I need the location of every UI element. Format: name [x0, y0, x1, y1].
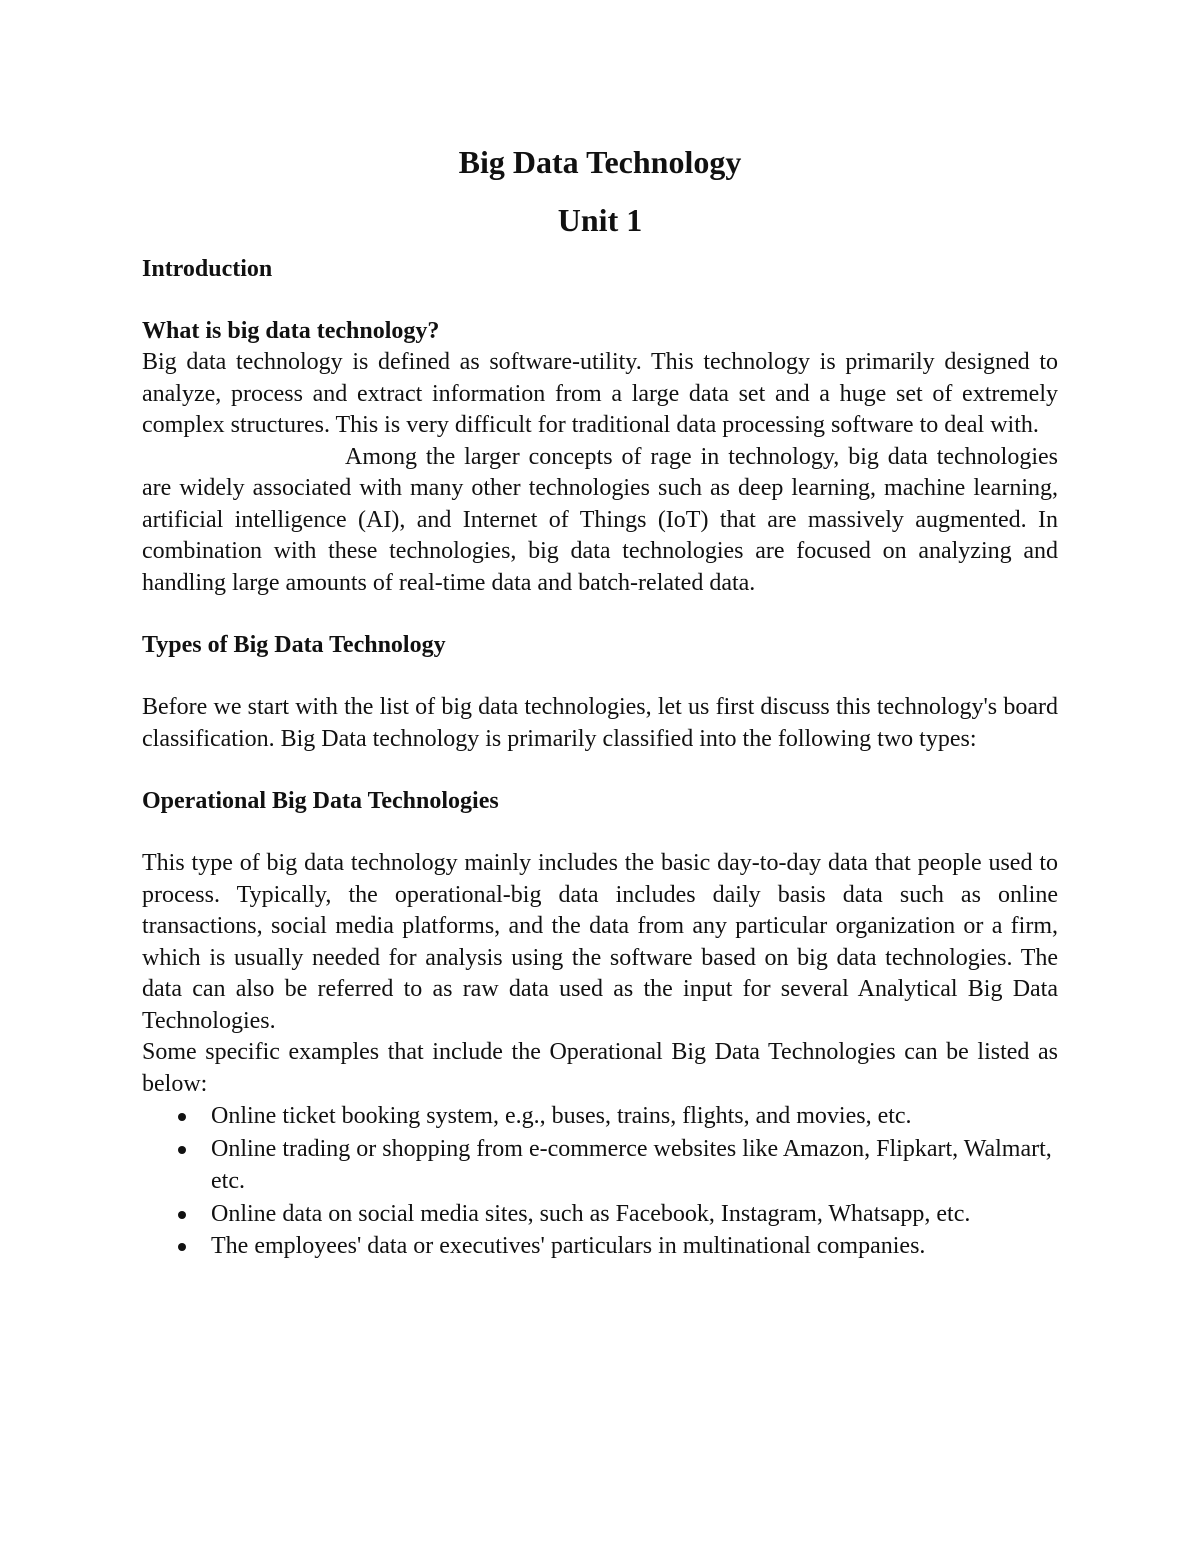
- list-item-text: The employees' data or executives' particulars in multinational companies.: [211, 1233, 926, 1259]
- operational-paragraph-2: Some specific examples that include the Operational Big Data Technologies can be listed as below:: [142, 1039, 1058, 1097]
- document-title: Big Data Technology: [458, 144, 742, 180]
- bullet-icon: [178, 1146, 186, 1154]
- types-heading: Types of Big Data Technology: [142, 632, 446, 658]
- list-item: [142, 1100, 1058, 1133]
- operational-heading: Operational Big Data Technologies: [142, 788, 499, 814]
- types-paragraph: Before we start with the list of big data technologies, let us first discuss this technology's board classification. Big Data technology is primarily classified into the following two types:: [142, 694, 1058, 752]
- document-content: [142, 140, 1058, 1263]
- list-item-text: Online ticket booking system, e.g., buses, trains, flights, and movies, etc.: [211, 1103, 912, 1129]
- unit-heading: Unit 1: [557, 202, 643, 238]
- list-item-text: Online data on social media sites, such as Facebook, Instagram, Whatsapp, etc.: [211, 1200, 971, 1227]
- introduction-heading: Introduction: [142, 256, 273, 282]
- what-is-paragraph-1: Big data technology is defined as software-utility. This technology is primarily designed to analyze, process and extract information from a large data set and a huge set of extremely complex structures. This is very difficult for traditional data processing software to deal with.: [142, 349, 1058, 438]
- bullet-icon: [178, 1113, 186, 1121]
- list-item: [142, 1133, 1058, 1198]
- list-item: [142, 1198, 1058, 1231]
- what-is-paragraph-2: Among the larger concepts of rage in technology, big data technologies are widely associated with many other technologies such as deep learning, machine learning, artificial intelligence (AI), and Internet of Things (IoT) that are massively augmented. In combination with these technologies, big data technologies are focused on analyzing and handling large amounts of real-time data and batch-related data.: [142, 443, 1058, 596]
- list-item-text: Online trading or shopping from e-commerce websites like Amazon, Flipkart, Walmart, etc.: [211, 1135, 1052, 1194]
- bullet-icon: [178, 1243, 186, 1251]
- list-item: [142, 1230, 1058, 1263]
- bullet-icon: [178, 1211, 186, 1219]
- operational-paragraph-1: This type of big data technology mainly includes the basic day-to-day data that people used to process. Typically, the operational-big data includes daily basis data such as online transactions, social media platforms, and the data from any particular organization or a firm, which is usually needed for analysis using the software based on big data technologies. The data can also be referred to as raw data used as the input for several Analytical Big Data Technologies.: [142, 850, 1058, 1034]
- what-is-heading: What is big data technology?: [142, 318, 440, 344]
- examples-list: [142, 1100, 1058, 1263]
